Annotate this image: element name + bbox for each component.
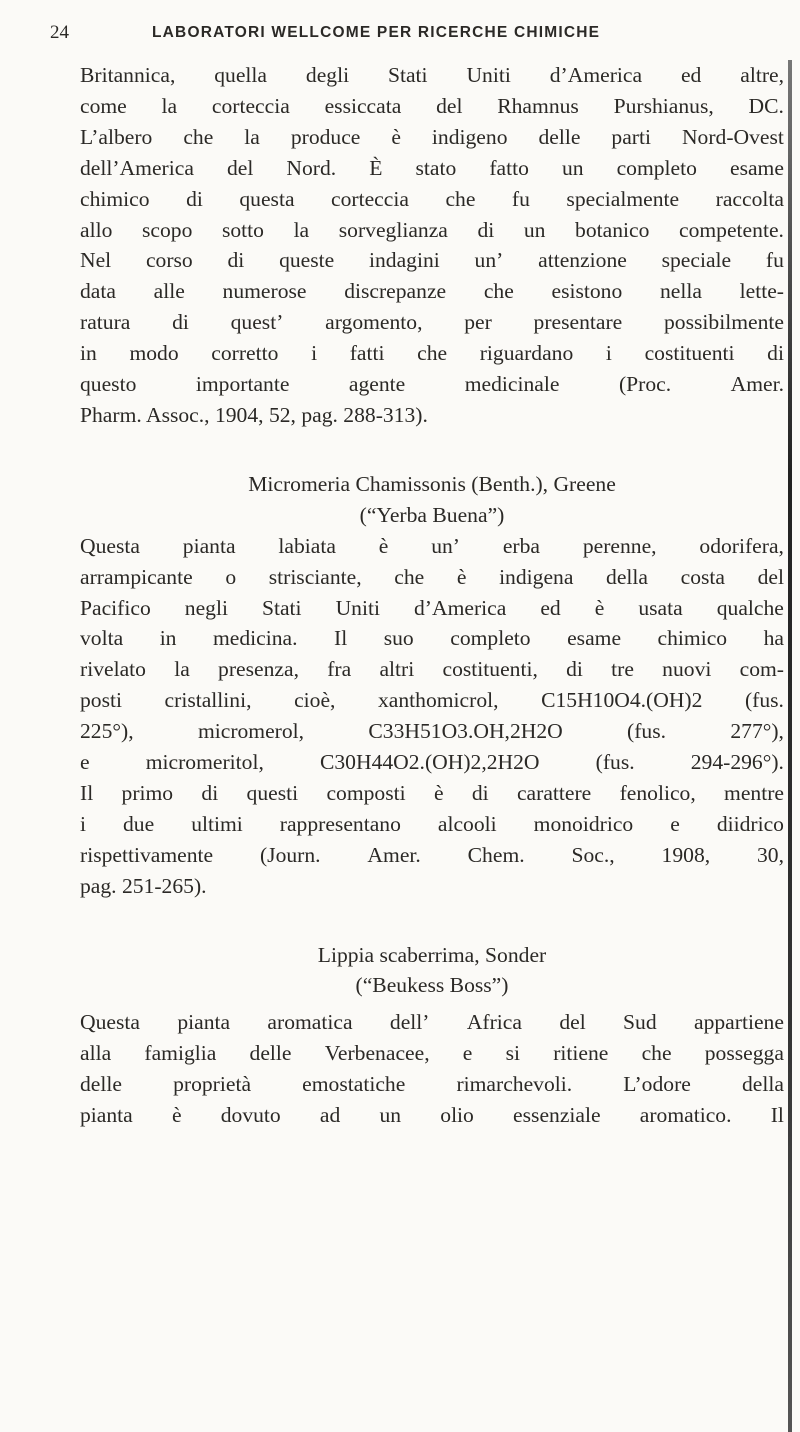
page-number: 24: [50, 22, 69, 43]
word: alcooli: [437, 811, 497, 836]
word: i: [311, 341, 318, 366]
word: Chem.: [467, 842, 525, 867]
text-line: [80, 531, 784, 562]
text-line: [80, 369, 784, 400]
word: (fus.: [595, 750, 635, 775]
word: possibilmente: [664, 310, 784, 335]
word: la: [244, 124, 260, 149]
word: Stati: [261, 595, 302, 620]
word: è: [594, 595, 605, 620]
word: questo: [80, 372, 137, 397]
word: erba: [502, 533, 540, 558]
word: di: [201, 780, 219, 805]
word: argomento,: [325, 310, 423, 335]
word: Verbenacee,: [324, 1041, 430, 1066]
word: com-: [739, 657, 784, 682]
word: allo: [80, 217, 113, 242]
word: C30H44O2.(OH)2,2H2O: [319, 750, 540, 775]
word: perenne,: [582, 533, 657, 558]
section-subheading: (“Yerba Buena”): [359, 502, 505, 527]
word: indigena: [499, 564, 574, 589]
word: è: [433, 780, 444, 805]
word: Questa: [80, 1010, 140, 1035]
word: olio: [440, 1103, 474, 1128]
word: la: [293, 217, 310, 242]
word: Sud: [623, 1010, 657, 1035]
text-line: [80, 654, 784, 685]
word: dovuto: [220, 1103, 281, 1128]
text-line: [80, 184, 784, 215]
section-subheading: (“Beukess Boss”): [355, 973, 509, 998]
section-lippia: [80, 940, 784, 1131]
word: pianta: [80, 1103, 133, 1128]
word: i: [80, 811, 86, 836]
text-line: [80, 1007, 784, 1038]
running-head: LABORATORI WELLCOME PER RICERCHE CHIMICHE: [152, 24, 601, 41]
text-line: [80, 747, 784, 778]
word: di: [477, 217, 495, 242]
text-line: [80, 1038, 784, 1069]
word: cioè,: [294, 688, 336, 713]
word: importante: [195, 372, 290, 397]
word: rispettivamente: [80, 842, 214, 867]
word: alla: [80, 1041, 112, 1066]
word: xanthomicrol,: [377, 688, 499, 713]
word: 30,: [757, 842, 784, 867]
word: Pacifico: [80, 595, 151, 620]
word: Nel: [80, 248, 112, 273]
word: modo: [129, 341, 179, 366]
word: o: [225, 564, 237, 589]
word: (Proc.: [618, 372, 672, 397]
word: pianta: [182, 533, 236, 558]
text-line: [80, 60, 784, 91]
word: botanico: [575, 217, 650, 242]
word: la: [174, 657, 190, 682]
word: Il: [80, 780, 94, 805]
word: Stati: [387, 63, 428, 87]
word: questi: [246, 780, 299, 805]
word: è: [456, 564, 467, 589]
word: che: [641, 1041, 672, 1066]
word: cristallini,: [164, 688, 252, 713]
word: della: [606, 564, 648, 589]
word: Africa: [466, 1010, 522, 1035]
word: (fus.: [627, 719, 667, 744]
word: Uniti: [466, 63, 511, 87]
word: dell’America: [80, 155, 194, 180]
word: aromatico.: [639, 1103, 732, 1128]
word: fu: [511, 186, 530, 211]
word: Rhamnus: [497, 93, 579, 118]
word: due: [123, 811, 155, 836]
text-line: [80, 623, 784, 654]
word: che: [394, 564, 425, 589]
word: indagini: [369, 248, 440, 273]
word: fatto: [489, 155, 529, 180]
word: agente: [348, 372, 406, 397]
word: del: [436, 93, 463, 118]
text-line: [80, 593, 784, 624]
word: corretto: [211, 341, 279, 366]
word: del: [559, 1010, 586, 1035]
word: che: [445, 186, 476, 211]
word: corteccia: [211, 93, 290, 118]
text-line: [80, 338, 784, 369]
word: di: [566, 657, 583, 682]
word: è: [378, 533, 389, 558]
word: C15H10O4.(OH)2: [541, 688, 703, 713]
word: Il: [334, 626, 348, 651]
word: e: [670, 811, 680, 836]
word: d’America: [413, 595, 507, 620]
word: Nord-Ovest: [681, 124, 784, 149]
word: Nord.: [286, 155, 337, 180]
text-line: [80, 153, 784, 184]
word: i: [605, 341, 612, 366]
word: esistono: [551, 279, 623, 304]
word: sorveglianza: [338, 217, 448, 242]
word: volta: [80, 626, 124, 651]
word: competente.: [679, 217, 784, 242]
word: scopo: [141, 217, 193, 242]
word: ha: [763, 626, 784, 651]
word: sotto: [221, 217, 264, 242]
text-line: [80, 840, 784, 871]
word: attenzione: [538, 248, 627, 273]
word: indigeno: [431, 124, 508, 149]
text-line: [80, 809, 784, 840]
word: ratura: [80, 310, 131, 335]
word: data: [80, 279, 116, 304]
text-line: [80, 1100, 784, 1131]
word: presenza,: [218, 657, 299, 682]
word: discrepanze: [344, 279, 447, 304]
word: medicinale: [464, 372, 560, 397]
word: 225°),: [80, 719, 134, 744]
word: un: [379, 1103, 402, 1128]
word: alle: [153, 279, 185, 304]
word: rimarchevoli.: [456, 1072, 573, 1097]
word: che: [183, 124, 214, 149]
word: Purshianus,: [613, 93, 714, 118]
word: suo: [383, 626, 414, 651]
word: delle: [538, 124, 581, 149]
word: delle: [80, 1072, 122, 1097]
word: degli: [305, 63, 350, 87]
word: fu: [765, 248, 784, 273]
word: 294-296°).: [690, 750, 784, 775]
word: costa: [680, 564, 725, 589]
word: DC.: [748, 93, 784, 118]
word: usata: [638, 595, 683, 620]
word: carattere: [516, 780, 592, 805]
section-rhamnus: [80, 60, 784, 431]
text-line: [80, 307, 784, 338]
word: L’albero: [80, 124, 153, 149]
word: diidrico: [716, 811, 784, 836]
word: monoidrico: [533, 811, 634, 836]
word: chimico: [80, 186, 150, 211]
word: fra: [327, 657, 352, 682]
word: Il: [770, 1103, 784, 1128]
word: produce: [290, 124, 361, 149]
word: famiglia: [144, 1041, 217, 1066]
word: quest’: [230, 310, 284, 335]
word: quella: [214, 63, 267, 87]
word: Soc.,: [571, 842, 615, 867]
word: Amer.: [730, 372, 784, 397]
word: in: [159, 626, 177, 651]
word: esame: [729, 155, 784, 180]
word: 1908,: [661, 842, 711, 867]
word: che: [417, 341, 448, 366]
word: del: [226, 155, 254, 180]
word: 277°),: [730, 719, 784, 744]
word: di: [471, 780, 489, 805]
word: di: [186, 186, 203, 211]
word: possegga: [704, 1041, 784, 1066]
word: pianta: [177, 1010, 231, 1035]
text-line: Pharm. Assoc., 1904, 52, pag. 288-313).: [80, 402, 428, 427]
word: d’America: [549, 63, 643, 87]
word: altri: [379, 657, 415, 682]
word: (Journ.: [259, 842, 321, 867]
word: fenolico,: [619, 780, 696, 805]
section-heading: Micromeria Chamissonis (Benth.), Greene: [248, 471, 616, 496]
word: mentre: [724, 780, 784, 805]
word: della: [741, 1072, 784, 1097]
word: appartiene: [694, 1010, 784, 1035]
word: queste: [279, 248, 335, 273]
word: fatti: [349, 341, 385, 366]
word: qualche: [716, 595, 784, 620]
word: e: [80, 750, 90, 775]
word: e: [462, 1041, 473, 1066]
word: completo: [450, 626, 531, 651]
word: dell’: [389, 1010, 430, 1035]
word: un’: [474, 248, 504, 273]
section-micromeria: [80, 469, 784, 902]
word: raccolta: [715, 186, 784, 211]
word: proprietà: [173, 1072, 252, 1097]
text-line: [80, 1069, 784, 1100]
word: posti: [80, 688, 122, 713]
word: costituenti: [644, 341, 735, 366]
word: odorifera,: [699, 533, 784, 558]
word: Questa: [80, 533, 140, 558]
word: come: [80, 93, 127, 118]
word: di: [767, 341, 784, 366]
word: È: [369, 155, 383, 180]
text-line: [80, 778, 784, 809]
word: ed: [680, 63, 702, 87]
page-header: [50, 18, 670, 48]
text-line: [80, 245, 784, 276]
word: corso: [145, 248, 193, 273]
word: un: [523, 217, 546, 242]
word: completo: [616, 155, 697, 180]
word: riguardano: [479, 341, 574, 366]
word: la: [161, 93, 178, 118]
word: questa: [239, 186, 295, 211]
word: di: [227, 248, 245, 273]
word: parti: [611, 124, 651, 149]
text-line: [80, 562, 784, 593]
word: è: [171, 1103, 182, 1128]
word: si: [505, 1041, 520, 1066]
word: del: [757, 564, 784, 589]
word: labiata: [278, 533, 336, 558]
text-line: [80, 91, 784, 122]
word: chimico: [657, 626, 728, 651]
word: delle: [249, 1041, 292, 1066]
word: ritiene: [553, 1041, 609, 1066]
word: costituenti,: [442, 657, 538, 682]
word: rappresentano: [279, 811, 401, 836]
word: micromeritol,: [145, 750, 264, 775]
word: medicina.: [212, 626, 298, 651]
word: L’odore: [623, 1072, 691, 1097]
text-line: [80, 215, 784, 246]
word: speciale: [661, 248, 732, 273]
word: essiccata: [324, 93, 402, 118]
word: nuovi: [662, 657, 712, 682]
word: negli: [184, 595, 228, 620]
text-line: [80, 685, 784, 716]
text-line: [80, 276, 784, 307]
text-line: [80, 716, 784, 747]
page-edge-shadow: [788, 60, 792, 1432]
word: tre: [611, 657, 634, 682]
word: (fus.: [744, 688, 784, 713]
word: essenziale: [513, 1103, 601, 1128]
word: rivelato: [80, 657, 146, 682]
section-heading: Lippia scaberrima, Sonder: [317, 942, 547, 967]
text-line: [80, 122, 784, 153]
word: stato: [415, 155, 457, 180]
page-body: [80, 60, 784, 1131]
word: micromerol,: [197, 719, 305, 744]
word: per: [464, 310, 492, 335]
word: lette-: [739, 279, 784, 304]
word: ultimi: [191, 811, 243, 836]
word: un’: [431, 533, 460, 558]
word: presentare: [533, 310, 623, 335]
word: Britannica,: [80, 63, 176, 87]
word: aromatica: [267, 1010, 353, 1035]
word: numerose: [222, 279, 307, 304]
word: emostatiche: [302, 1072, 406, 1097]
word: nella: [659, 279, 702, 304]
word: ad: [319, 1103, 341, 1128]
word: corteccia: [331, 186, 409, 211]
word: specialmente: [566, 186, 680, 211]
word: primo: [121, 780, 174, 805]
word: un: [561, 155, 584, 180]
word: composti: [326, 780, 406, 805]
word: che: [483, 279, 514, 304]
word: ed: [540, 595, 561, 620]
word: è: [391, 124, 401, 149]
word: C33H51O3.OH,2H2O: [368, 719, 563, 744]
word: esame: [567, 626, 622, 651]
word: Uniti: [335, 595, 380, 620]
word: di: [172, 310, 189, 335]
text-line: pag. 251-265).: [80, 873, 207, 898]
word: altre,: [740, 63, 784, 87]
word: in: [80, 341, 97, 366]
word: Amer.: [367, 842, 421, 867]
word: arrampicante: [80, 564, 193, 589]
word: strisciante,: [268, 564, 362, 589]
